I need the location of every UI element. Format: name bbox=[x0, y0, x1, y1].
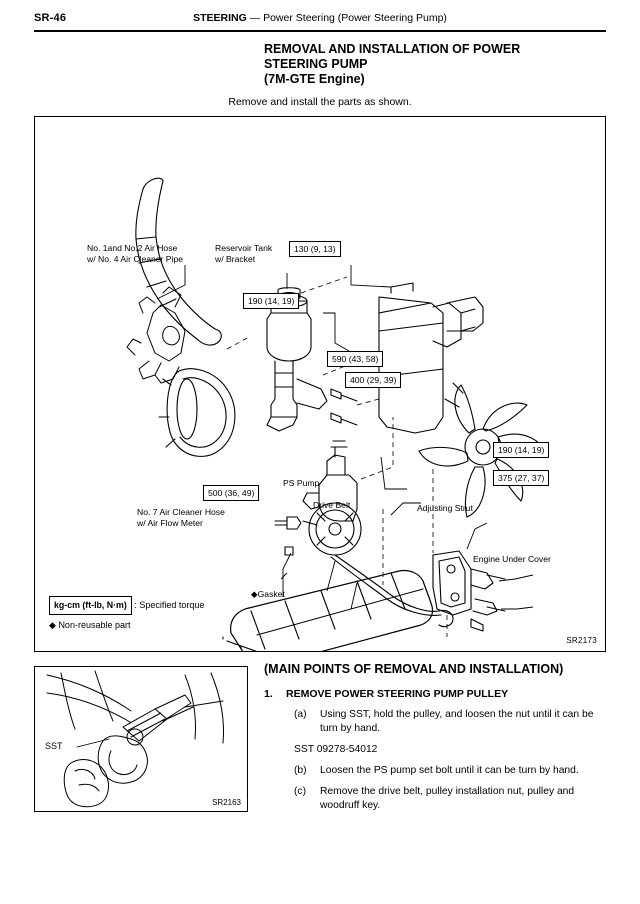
step-1c-text: Remove the drive belt, pulley installation nut, pulley and woodruff key. bbox=[320, 786, 575, 811]
remove-note: Remove and install the parts as shown. bbox=[228, 96, 412, 108]
photo-code: SR2163 bbox=[212, 798, 241, 807]
step-1c bbox=[264, 785, 608, 813]
header-title bbox=[34, 12, 606, 24]
callout-engine-under-cover: Engine Under Cover bbox=[473, 554, 551, 564]
section-heading-line3: (7M-GTE Engine) bbox=[264, 72, 365, 86]
legend-nonreusable-row bbox=[49, 618, 204, 633]
step-1b bbox=[264, 764, 608, 778]
main-points-title: (MAIN POINTS OF REMOVAL AND INSTALLATION) bbox=[264, 662, 564, 676]
figure-code: SR2173 bbox=[566, 636, 597, 645]
callout-adjusting-strut: Adjusting Strut bbox=[417, 503, 473, 513]
legend-torque-row bbox=[49, 596, 204, 615]
step-1b-mark: (b) bbox=[294, 765, 307, 776]
header-rule bbox=[34, 30, 606, 32]
section-heading bbox=[264, 42, 606, 87]
legend-unit-text: : Specified torque bbox=[134, 600, 205, 610]
step-1a-mark: (a) bbox=[294, 709, 307, 720]
header-title-rest: — Power Steering (Power Steering Pump) bbox=[249, 12, 447, 24]
sst-part-number: SST 09278-54012 bbox=[294, 744, 378, 755]
sst-drawing bbox=[35, 667, 247, 811]
callout-air-hose: No. 1and No.2 Air Hose w/ No. 4 Air Cleaner Pipe bbox=[87, 243, 184, 264]
section-heading-line1: REMOVAL AND INSTALLATION OF POWER bbox=[264, 42, 521, 56]
callout-reservoir-tank: Reservoir Tank w/ Bracket bbox=[215, 243, 273, 264]
step-1-title: REMOVE POWER STEERING PUMP PULLEY bbox=[286, 688, 509, 700]
callout-gasket: ◆Gasket bbox=[251, 589, 285, 599]
sst-label: SST bbox=[45, 741, 63, 751]
figure-drawing bbox=[35, 117, 605, 651]
exploded-view-figure bbox=[34, 116, 606, 652]
torque-190-top: 190 (14, 19) bbox=[243, 293, 299, 309]
main-points-section bbox=[264, 662, 608, 820]
page-number: SR-46 bbox=[34, 12, 67, 24]
torque-590: 590 (43, 58) bbox=[327, 351, 383, 367]
callout-air-cleaner-hose: No. 7 Air Cleaner Hose w/ Air Flow Meter bbox=[137, 507, 225, 528]
callout-drive-belt: Drive Belt bbox=[313, 500, 351, 510]
legend-nonreusable-text: Non-reusable part bbox=[58, 620, 131, 630]
callout-ps-pump-name: PS Pump bbox=[283, 478, 320, 488]
header-title-bold: STEERING bbox=[193, 12, 247, 24]
step-1a-text: Using SST, hold the pulley, and loosen the nut until it can be turn by hand. bbox=[320, 709, 594, 734]
step-1 bbox=[264, 688, 608, 700]
torque-500: 500 (36, 49) bbox=[203, 485, 259, 501]
torque-190-right: 190 (14, 19) bbox=[493, 442, 549, 458]
figure-legend bbox=[49, 596, 204, 633]
section-heading-line2: STEERING PUMP bbox=[264, 57, 368, 71]
torque-130: 130 (9, 13) bbox=[289, 241, 341, 257]
legend-unit-box: kg-cm (ft-lb, N·m) bbox=[49, 596, 132, 615]
step-1-number: 1. bbox=[264, 688, 273, 700]
step-1b-text: Loosen the PS pump set bolt until it can be turn by hand. bbox=[320, 765, 579, 776]
step-1c-mark: (c) bbox=[294, 786, 307, 797]
torque-400: 400 (29, 39) bbox=[345, 372, 401, 388]
torque-375: 375 (27, 37) bbox=[493, 470, 549, 486]
page-header bbox=[34, 12, 606, 34]
sst-illustration bbox=[34, 666, 248, 812]
step-1a bbox=[264, 708, 608, 736]
diamond-icon: ◆ bbox=[49, 620, 56, 630]
